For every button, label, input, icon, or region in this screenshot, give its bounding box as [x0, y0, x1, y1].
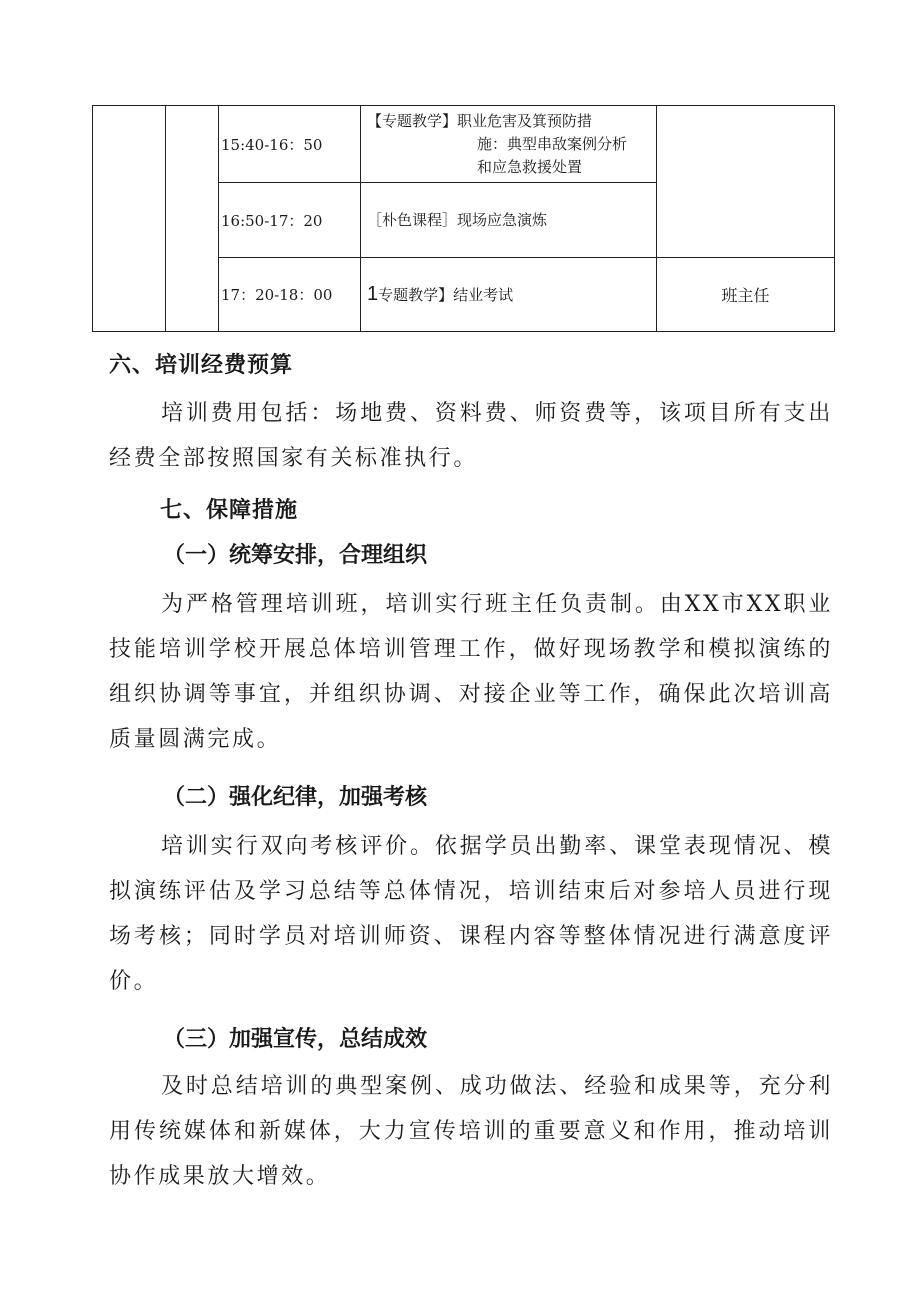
- course-cell: [361, 258, 657, 332]
- course-cell: [361, 183, 657, 258]
- host-cell: 班主任: [657, 258, 835, 332]
- section-heading: 七、保障措施: [160, 497, 299, 522]
- section-heading: 六、培训经费预算: [109, 352, 294, 377]
- course-prefix: 1: [367, 282, 379, 305]
- course-line: 和应急救援处置: [477, 157, 583, 176]
- table-cell-blank: [93, 106, 166, 332]
- course-line: 【专题教学】职业危害及箕预防措: [367, 111, 593, 130]
- table-row: [93, 106, 835, 183]
- table-cell-blank: [166, 106, 219, 332]
- subsection-heading: （二）强化纪律，加强考核: [163, 784, 428, 809]
- subsection-paragraph: 培训实行双向考核评价。依据学员出勤率、课堂表现情况、模拟演练评估及学习总结等总体情况，培训结束后对参培人员进行现场考核；同时学员对培训师资、课程内容等整体情况进行满意度评价。: [109, 834, 833, 994]
- course-line: 施：典型串敌案例分析: [477, 134, 628, 153]
- course-line: ［朴色课程］现场应急演炼: [367, 210, 548, 229]
- time-cell: 16:50-17：20: [219, 183, 361, 258]
- host-cell: [657, 106, 835, 258]
- time-cell: 15:40-16：50: [219, 106, 361, 183]
- subsection-paragraph: 为严格管理培训班，培训实行班主任负责制。由XX市XX职业技能培训学校开展总体培训管理工作，做好现场教学和模拟演练的组织协调等事宜，并组织协调、对接企业等工作，确保此次培训高质量圆满完成。: [109, 592, 833, 752]
- course-line: 专题教学】结业考试: [378, 285, 514, 304]
- subsection-paragraph: 及时总结培训的典型案例、成功做法、经验和成果等，充分利用传统媒体和新媒体，大力宣传培训的重要意义和作用，推动培训协作成果放大增效。: [109, 1074, 833, 1189]
- time-cell: 17：20-18：00: [219, 258, 361, 332]
- section-paragraph: 培训费用包括：场地费、资料费、师资费等，该项目所有支出经费全部按照国家有关标准执行。: [109, 401, 833, 471]
- subsection-heading: （三）加强宣传，总结成效: [163, 1026, 428, 1051]
- subsection-heading: （一）统筹安排，合理组织: [163, 542, 428, 567]
- course-cell: [361, 106, 657, 183]
- schedule-table: [92, 105, 835, 332]
